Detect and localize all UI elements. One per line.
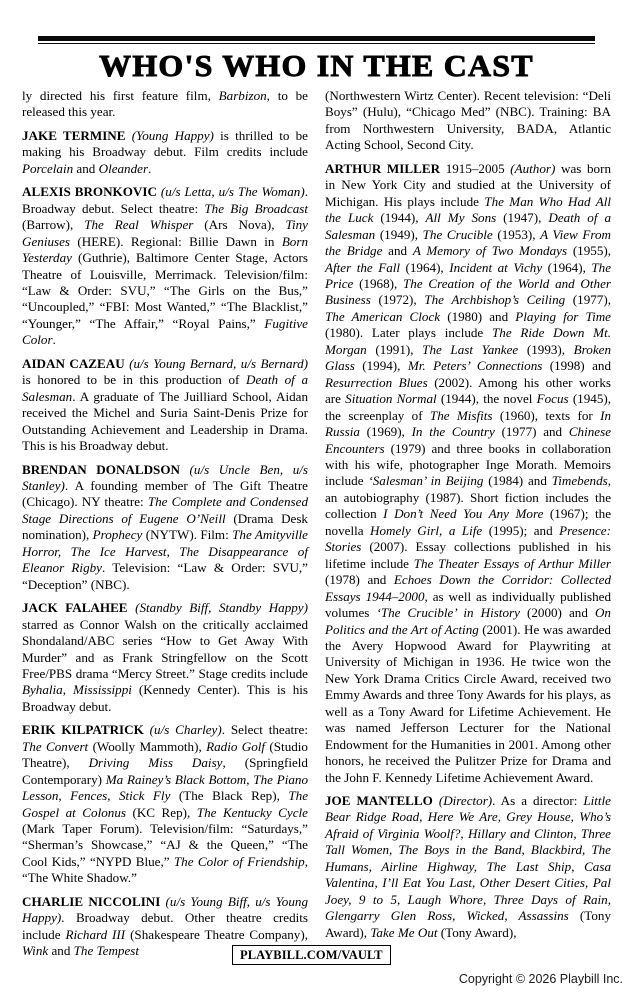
page-title: WHO'S WHO IN THE CAST xyxy=(99,48,534,83)
continued-paragraph: ly directed his first feature film, Barbizon, to be released this year. xyxy=(22,88,308,120)
bio-entry-arthur-miller: ARTHUR MILLER 1915–2005 (Author) was born in New York City and studied at the University of Michigan. His plays include The Man Who Had All the Luck (1944), All My Sons (1947), Death of a Salesman (1949), The Crucible (1953), A View From the Bridge and A Memory of Two Mondays (1955), After the Fall (1964), Incident at Vichy (1964), The Price (1968), The Creation of the World and Other Business (1972), The Archbishop’s Ceiling (1977), The American Clock (1980) and Playing for Time (1980). Later plays include The Ride Down Mt. Morgan (1991), The Last Yankee (1993), Broken Glass (1994), Mr. Peters’ Connections (1998) and Resurrection Blues (2002). Among his other works are Situation Normal (1944), the novel Focus (1945), the screenplay of The Misfits (1960), texts for In Russia (1969), In the Country (1977) and Chinese Encounters (1979) and three books in collaboration with his wife, photographer Inge Morath. Memoirs include ‘Salesman’ in Beijing (1984) and Timebends, an autobiography (1987). Short fiction includes the collection I Don’t Need You Any More (1967); the novella Homely Girl, a Life (1995); and Presence: Stories (2007). Essay collections published in his lifetime include The Theater Essays of Arthur Miller (1978) and Echoes Down the Corridor: Collected Essays 1944–2000, as well as individually published volumes ‘The Crucible’ in History (2000) and On Politics and the Art of Acting (2001). He was awarded the Avery Hopwood Award for Playwriting at University of Michigan in 1936. He twice won the New York Drama Critics Circle Award, received two Emmy Awards and three Tony Awards for his plays, as well as a Tony Award for Lifetime Achievement. He was named Jefferson Lecturer for the National Endowment for the Humanities in 2001. Among other honors, he received the Pulitzer Prize for Drama and the John F. Kennedy Lifetime Achievement Award. xyxy=(325,160,612,785)
bio-entry-alexis-bronkovic: ALEXIS BRONKOVIC (u/s Letta, u/s The Woman). Broadway debut. Select theatre: The Big Broadcast (Barrow), The Real Whisper (Ars Nova), Tiny Geniuses (HERE). Regional: Billie Dawn in Born Yesterday (Guthrie), Baltimore Center Stage, Actors Theatre of Louisville, Merrimack. Television/film: “Law & Order: SVU,” “The Girls on the Bus,” “Uncoupled,” “FBI: Most Wanted,” “The Blacklist,” “Younger,” “The Affair,” “Royal Pains,” Fugitive Color. xyxy=(22,184,308,348)
header-rule-thin xyxy=(38,43,595,45)
playbill-vault-badge[interactable]: PLAYBILL.COM/VAULT xyxy=(232,945,391,965)
column-right xyxy=(325,88,611,948)
header-rule xyxy=(38,36,595,44)
bio-entry-aidan-cazeau: AIDAN CAZEAU (u/s Young Bernard, u/s Bernard) is honored to be in this production of Death of a Salesman. A graduate of The Juilliard School, Aidan received the Michel and Suria Saint-Denis Prize for Outstanding Achievement and Leadership in Drama. This is his Broadway debut. xyxy=(22,355,309,454)
bio-entry-erik-kilpatrick: ERIK KILPATRICK (u/s Charley). Select theatre: The Convert (Woolly Mammoth), Radio Golf (Studio Theatre), Driving Miss Daisy, (Springfield Contemporary) Ma Rainey’s Black Bottom, The Piano Lesson, Fences, Stick Fly (The Black Rep), The Gospel at Colonus (KC Rep), The Kentucky Cycle (Mark Taper Forum). Television/film: “Saturdays,” “Sherman’s Showcase,” “AJ & the Queen,” “The Cool Kids,” “NYPD Blue,” The Color of Friendship, “The White Shadow.” xyxy=(22,722,309,886)
column-left xyxy=(22,88,309,959)
bio-entry-brendan-donaldson: BRENDAN DONALDSON (u/s Uncle Ben, u/s Stanley). A founding member of The Gift Theatre (Chicago). NY theatre: The Complete and Condensed Stage Directions of Eugene O’Neill (Drama Desk nomination), Prophecy (NYTW). Film: The Amityville Horror, The Ice Harvest, The Disappearance of Eleanor Rigby. Television: “Law & Order: SVU,” “Deception” (NBC). xyxy=(22,461,309,592)
bio-entry-jake-termine: JAKE TERMINE (Young Happy) is thrilled to be making his Broadway debut. Film credits include Porcelain and Oleander. xyxy=(22,127,308,176)
bio-entry-joe-mantello: JOE MANTELLO (Director). As a director: Little Bear Ridge Road, Here We Are, Grey House, Who’s Afraid of Virginia Woolf?, Hillary and Clinton, Three Tall Women, The Boys in the Band, Blackbird, The Humans, Airline Highway, The Last Ship, Casa Valentina, I’ll Eat You Last, Other Desert Cities, Pal Joey, 9 to 5, Laugh Whore, Three Days of Rain, Glengarry Glen Ross, Wicked, Assassins (Tony Award), Take Me Out (Tony Award), xyxy=(325,793,612,940)
continued-paragraph: (Northwestern Wirtz Center). Recent television: “Deli Boys” (Hulu), “Chicago Med” (NBC). Training: BA from Northwestern University, BADA, Atlantic Acting School, Second City. xyxy=(325,88,611,153)
copyright-notice: Copyright © 2026 Playbill Inc. xyxy=(458,972,623,986)
bio-entry-charlie-niccolini: CHARLIE NICCOLINI (u/s Young Biff, u/s Young Happy). Broadway debut. Other theatre credits include Richard III (Shakespeare Theatre Company), Wink and The Tempest xyxy=(22,893,308,959)
bio-entry-jack-falahee: JACK FALAHEE (Standby Biff, Standby Happy) starred as Connor Walsh on the critically acclaimed Shondaland/ABC series “How to Get Away With Murder” and as Frank Stringfellow on the Scott Free/PBS drama “Mercy Street.” Stage credits include Byhalia, Mississippi (Kennedy Center). This is his Broadway debut. xyxy=(22,600,308,714)
